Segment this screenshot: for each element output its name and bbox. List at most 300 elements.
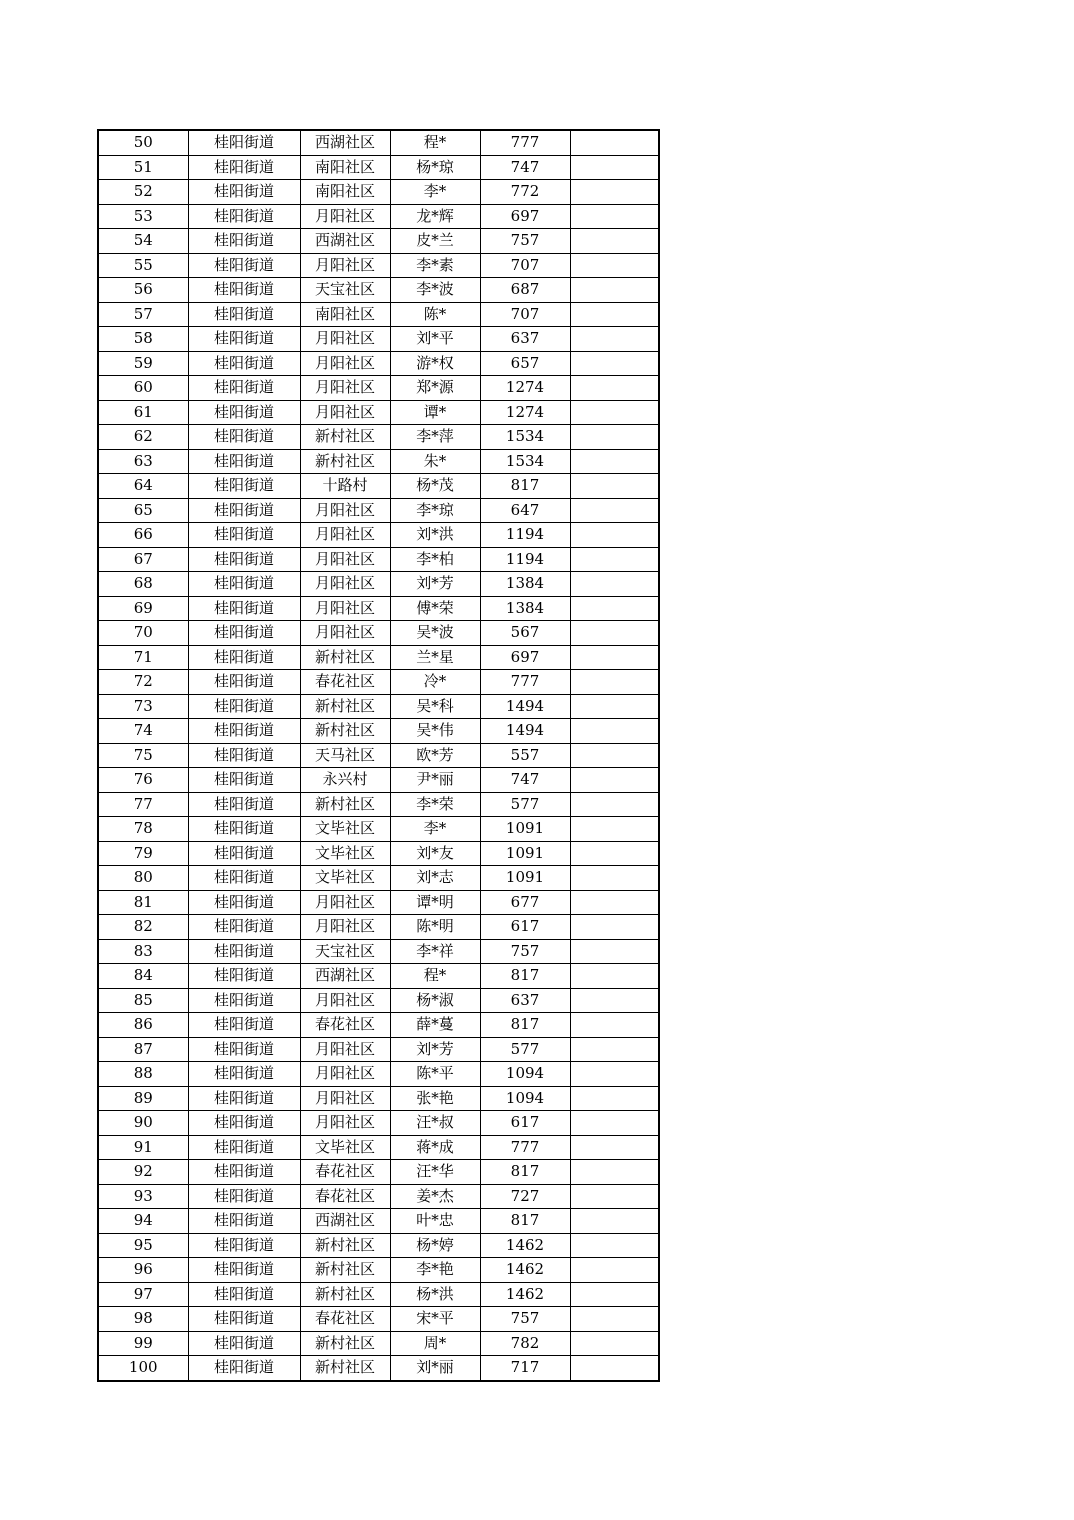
cell-remark <box>570 866 659 891</box>
cell-no: 85 <box>98 988 188 1013</box>
cell-no: 82 <box>98 915 188 940</box>
cell-name: 龙*辉 <box>390 204 480 229</box>
cell-name: 杨*琼 <box>390 155 480 180</box>
cell-street: 桂阳街道 <box>188 1282 300 1307</box>
cell-name: 叶*忠 <box>390 1209 480 1234</box>
cell-remark <box>570 523 659 548</box>
table-row <box>98 155 659 180</box>
cell-amount: 747 <box>480 768 570 793</box>
cell-no: 74 <box>98 719 188 744</box>
cell-no: 76 <box>98 768 188 793</box>
cell-no: 56 <box>98 278 188 303</box>
cell-remark <box>570 572 659 597</box>
cell-no: 87 <box>98 1037 188 1062</box>
cell-community: 春花社区 <box>300 670 390 695</box>
cell-remark <box>570 915 659 940</box>
cell-name: 姜*杰 <box>390 1184 480 1209</box>
cell-street: 桂阳街道 <box>188 180 300 205</box>
cell-name: 李* <box>390 817 480 842</box>
cell-name: 吴*伟 <box>390 719 480 744</box>
cell-street: 桂阳街道 <box>188 866 300 891</box>
cell-no: 100 <box>98 1356 188 1381</box>
cell-remark <box>570 253 659 278</box>
cell-name: 李*琼 <box>390 498 480 523</box>
cell-amount: 1091 <box>480 866 570 891</box>
cell-name: 蒋*成 <box>390 1135 480 1160</box>
cell-no: 73 <box>98 694 188 719</box>
cell-name: 欧*芳 <box>390 743 480 768</box>
table-body <box>98 130 659 1381</box>
cell-remark <box>570 278 659 303</box>
table-row <box>98 1258 659 1283</box>
cell-remark <box>570 302 659 327</box>
cell-street: 桂阳街道 <box>188 376 300 401</box>
cell-name: 冷* <box>390 670 480 695</box>
cell-name: 杨*洪 <box>390 1282 480 1307</box>
cell-street: 桂阳街道 <box>188 743 300 768</box>
cell-name: 杨*淑 <box>390 988 480 1013</box>
cell-community: 月阳社区 <box>300 621 390 646</box>
cell-remark <box>570 351 659 376</box>
cell-street: 桂阳街道 <box>188 670 300 695</box>
cell-amount: 757 <box>480 229 570 254</box>
cell-street: 桂阳街道 <box>188 253 300 278</box>
cell-street: 桂阳街道 <box>188 155 300 180</box>
cell-name: 杨*茂 <box>390 474 480 499</box>
cell-street: 桂阳街道 <box>188 1258 300 1283</box>
table-row <box>98 890 659 915</box>
cell-name: 周* <box>390 1331 480 1356</box>
cell-community: 月阳社区 <box>300 1111 390 1136</box>
table-row <box>98 278 659 303</box>
table-row <box>98 474 659 499</box>
cell-street: 桂阳街道 <box>188 327 300 352</box>
table-row <box>98 1135 659 1160</box>
table-row <box>98 841 659 866</box>
table-row <box>98 645 659 670</box>
cell-amount: 782 <box>480 1331 570 1356</box>
cell-no: 70 <box>98 621 188 646</box>
cell-name: 程* <box>390 964 480 989</box>
cell-name: 汪*叔 <box>390 1111 480 1136</box>
table-row <box>98 523 659 548</box>
cell-name: 李*萍 <box>390 425 480 450</box>
cell-street: 桂阳街道 <box>188 498 300 523</box>
cell-name: 朱* <box>390 449 480 474</box>
cell-amount: 817 <box>480 964 570 989</box>
cell-no: 90 <box>98 1111 188 1136</box>
table-row <box>98 768 659 793</box>
cell-community: 月阳社区 <box>300 572 390 597</box>
table-row <box>98 1062 659 1087</box>
cell-amount: 707 <box>480 253 570 278</box>
cell-amount: 1494 <box>480 719 570 744</box>
cell-remark <box>570 988 659 1013</box>
cell-amount: 772 <box>480 180 570 205</box>
cell-amount: 647 <box>480 498 570 523</box>
cell-remark <box>570 1086 659 1111</box>
table-row <box>98 253 659 278</box>
cell-street: 桂阳街道 <box>188 1062 300 1087</box>
cell-street: 桂阳街道 <box>188 1013 300 1038</box>
cell-street: 桂阳街道 <box>188 1209 300 1234</box>
cell-no: 54 <box>98 229 188 254</box>
cell-remark <box>570 596 659 621</box>
cell-amount: 1534 <box>480 449 570 474</box>
cell-street: 桂阳街道 <box>188 817 300 842</box>
cell-name: 吴*科 <box>390 694 480 719</box>
cell-no: 83 <box>98 939 188 964</box>
cell-amount: 817 <box>480 1209 570 1234</box>
cell-remark <box>570 204 659 229</box>
cell-name: 皮*兰 <box>390 229 480 254</box>
cell-community: 西湖社区 <box>300 1209 390 1234</box>
cell-amount: 1274 <box>480 400 570 425</box>
cell-street: 桂阳街道 <box>188 425 300 450</box>
cell-no: 60 <box>98 376 188 401</box>
table-row <box>98 547 659 572</box>
cell-community: 文毕社区 <box>300 1135 390 1160</box>
cell-no: 71 <box>98 645 188 670</box>
cell-no: 64 <box>98 474 188 499</box>
cell-street: 桂阳街道 <box>188 841 300 866</box>
cell-street: 桂阳街道 <box>188 1331 300 1356</box>
cell-name: 汪*华 <box>390 1160 480 1185</box>
cell-no: 79 <box>98 841 188 866</box>
table-row <box>98 743 659 768</box>
cell-street: 桂阳街道 <box>188 204 300 229</box>
cell-community: 新村社区 <box>300 719 390 744</box>
cell-street: 桂阳街道 <box>188 1111 300 1136</box>
cell-street: 桂阳街道 <box>188 1307 300 1332</box>
cell-community: 新村社区 <box>300 1331 390 1356</box>
cell-amount: 757 <box>480 1307 570 1332</box>
cell-community: 春花社区 <box>300 1013 390 1038</box>
table-row <box>98 988 659 1013</box>
cell-amount: 1094 <box>480 1062 570 1087</box>
cell-amount: 1534 <box>480 425 570 450</box>
cell-community: 月阳社区 <box>300 547 390 572</box>
table-row <box>98 1331 659 1356</box>
cell-amount: 1091 <box>480 817 570 842</box>
cell-amount: 1194 <box>480 547 570 572</box>
cell-community: 月阳社区 <box>300 915 390 940</box>
cell-amount: 777 <box>480 130 570 155</box>
cell-street: 桂阳街道 <box>188 1037 300 1062</box>
cell-community: 十路村 <box>300 474 390 499</box>
cell-name: 李*祥 <box>390 939 480 964</box>
cell-no: 75 <box>98 743 188 768</box>
cell-name: 李*波 <box>390 278 480 303</box>
cell-amount: 1384 <box>480 596 570 621</box>
table-row <box>98 400 659 425</box>
table-row <box>98 302 659 327</box>
cell-street: 桂阳街道 <box>188 1233 300 1258</box>
cell-name: 张*艳 <box>390 1086 480 1111</box>
cell-name: 李*荣 <box>390 792 480 817</box>
cell-amount: 1274 <box>480 376 570 401</box>
cell-no: 98 <box>98 1307 188 1332</box>
cell-street: 桂阳街道 <box>188 988 300 1013</box>
table-row <box>98 1282 659 1307</box>
cell-remark <box>570 1135 659 1160</box>
cell-remark <box>570 1233 659 1258</box>
table-row <box>98 1233 659 1258</box>
cell-no: 97 <box>98 1282 188 1307</box>
cell-amount: 637 <box>480 327 570 352</box>
cell-remark <box>570 939 659 964</box>
cell-remark <box>570 376 659 401</box>
table-row <box>98 180 659 205</box>
cell-name: 刘*芳 <box>390 1037 480 1062</box>
cell-community: 春花社区 <box>300 1307 390 1332</box>
cell-remark <box>570 1209 659 1234</box>
table-row <box>98 1160 659 1185</box>
cell-name: 谭* <box>390 400 480 425</box>
cell-no: 80 <box>98 866 188 891</box>
cell-name: 兰*星 <box>390 645 480 670</box>
cell-street: 桂阳街道 <box>188 229 300 254</box>
cell-community: 新村社区 <box>300 449 390 474</box>
cell-no: 67 <box>98 547 188 572</box>
cell-amount: 1494 <box>480 694 570 719</box>
cell-remark <box>570 719 659 744</box>
cell-amount: 617 <box>480 1111 570 1136</box>
cell-amount: 727 <box>480 1184 570 1209</box>
cell-community: 南阳社区 <box>300 155 390 180</box>
cell-street: 桂阳街道 <box>188 964 300 989</box>
cell-community: 月阳社区 <box>300 890 390 915</box>
table-row <box>98 130 659 155</box>
cell-no: 96 <box>98 1258 188 1283</box>
cell-amount: 677 <box>480 890 570 915</box>
cell-community: 月阳社区 <box>300 596 390 621</box>
cell-street: 桂阳街道 <box>188 915 300 940</box>
table-row <box>98 425 659 450</box>
cell-no: 69 <box>98 596 188 621</box>
cell-community: 月阳社区 <box>300 1037 390 1062</box>
cell-remark <box>570 670 659 695</box>
cell-street: 桂阳街道 <box>188 130 300 155</box>
cell-name: 李*艳 <box>390 1258 480 1283</box>
table-row <box>98 596 659 621</box>
cell-amount: 1194 <box>480 523 570 548</box>
cell-community: 天宝社区 <box>300 278 390 303</box>
cell-amount: 697 <box>480 645 570 670</box>
cell-no: 92 <box>98 1160 188 1185</box>
cell-no: 84 <box>98 964 188 989</box>
cell-community: 新村社区 <box>300 425 390 450</box>
cell-no: 95 <box>98 1233 188 1258</box>
cell-community: 月阳社区 <box>300 988 390 1013</box>
cell-community: 月阳社区 <box>300 253 390 278</box>
cell-community: 文毕社区 <box>300 817 390 842</box>
cell-community: 新村社区 <box>300 694 390 719</box>
cell-community: 天宝社区 <box>300 939 390 964</box>
cell-community: 春花社区 <box>300 1184 390 1209</box>
cell-community: 新村社区 <box>300 792 390 817</box>
cell-amount: 687 <box>480 278 570 303</box>
cell-street: 桂阳街道 <box>188 1184 300 1209</box>
cell-community: 文毕社区 <box>300 841 390 866</box>
table-row <box>98 498 659 523</box>
cell-amount: 777 <box>480 670 570 695</box>
cell-remark <box>570 400 659 425</box>
table-row <box>98 1356 659 1381</box>
cell-name: 薛*蔓 <box>390 1013 480 1038</box>
table-row <box>98 229 659 254</box>
cell-amount: 1462 <box>480 1282 570 1307</box>
cell-remark <box>570 1282 659 1307</box>
table-row <box>98 376 659 401</box>
cell-name: 刘*平 <box>390 327 480 352</box>
cell-no: 99 <box>98 1331 188 1356</box>
cell-street: 桂阳街道 <box>188 1160 300 1185</box>
cell-name: 郑*源 <box>390 376 480 401</box>
cell-remark <box>570 621 659 646</box>
cell-street: 桂阳街道 <box>188 939 300 964</box>
table-row <box>98 449 659 474</box>
cell-street: 桂阳街道 <box>188 1356 300 1381</box>
table-row <box>98 1037 659 1062</box>
cell-remark <box>570 890 659 915</box>
cell-remark <box>570 1258 659 1283</box>
cell-amount: 577 <box>480 792 570 817</box>
cell-street: 桂阳街道 <box>188 768 300 793</box>
table-row <box>98 1111 659 1136</box>
cell-remark <box>570 1160 659 1185</box>
cell-remark <box>570 1356 659 1381</box>
cell-amount: 617 <box>480 915 570 940</box>
table-row <box>98 939 659 964</box>
cell-remark <box>570 1307 659 1332</box>
cell-name: 刘*志 <box>390 866 480 891</box>
cell-amount: 1091 <box>480 841 570 866</box>
cell-name: 李*素 <box>390 253 480 278</box>
table-row <box>98 694 659 719</box>
cell-name: 刘*洪 <box>390 523 480 548</box>
table-row <box>98 1086 659 1111</box>
cell-remark <box>570 547 659 572</box>
cell-no: 58 <box>98 327 188 352</box>
cell-no: 57 <box>98 302 188 327</box>
cell-street: 桂阳街道 <box>188 547 300 572</box>
cell-street: 桂阳街道 <box>188 1135 300 1160</box>
cell-name: 谭*明 <box>390 890 480 915</box>
cell-remark <box>570 1184 659 1209</box>
cell-community: 月阳社区 <box>300 1086 390 1111</box>
cell-street: 桂阳街道 <box>188 621 300 646</box>
cell-no: 89 <box>98 1086 188 1111</box>
cell-amount: 817 <box>480 474 570 499</box>
cell-name: 傅*荣 <box>390 596 480 621</box>
cell-no: 62 <box>98 425 188 450</box>
cell-name: 陈* <box>390 302 480 327</box>
cell-community: 新村社区 <box>300 1356 390 1381</box>
cell-amount: 1462 <box>480 1258 570 1283</box>
cell-no: 50 <box>98 130 188 155</box>
cell-amount: 577 <box>480 1037 570 1062</box>
table-row <box>98 866 659 891</box>
cell-no: 52 <box>98 180 188 205</box>
cell-amount: 557 <box>480 743 570 768</box>
cell-remark <box>570 1013 659 1038</box>
cell-name: 李* <box>390 180 480 205</box>
cell-community: 新村社区 <box>300 1233 390 1258</box>
table-row <box>98 1307 659 1332</box>
cell-remark <box>570 645 659 670</box>
cell-street: 桂阳街道 <box>188 351 300 376</box>
cell-community: 天马社区 <box>300 743 390 768</box>
cell-remark <box>570 817 659 842</box>
cell-remark <box>570 474 659 499</box>
cell-community: 西湖社区 <box>300 229 390 254</box>
cell-street: 桂阳街道 <box>188 572 300 597</box>
table-row <box>98 1209 659 1234</box>
cell-remark <box>570 1111 659 1136</box>
cell-amount: 747 <box>480 155 570 180</box>
table-row <box>98 1013 659 1038</box>
cell-community: 永兴村 <box>300 768 390 793</box>
cell-remark <box>570 964 659 989</box>
cell-amount: 697 <box>480 204 570 229</box>
cell-no: 91 <box>98 1135 188 1160</box>
cell-no: 63 <box>98 449 188 474</box>
cell-no: 51 <box>98 155 188 180</box>
cell-community: 月阳社区 <box>300 498 390 523</box>
cell-no: 86 <box>98 1013 188 1038</box>
cell-street: 桂阳街道 <box>188 302 300 327</box>
cell-remark <box>570 1062 659 1087</box>
cell-community: 新村社区 <box>300 1258 390 1283</box>
cell-no: 65 <box>98 498 188 523</box>
cell-amount: 817 <box>480 1013 570 1038</box>
cell-no: 78 <box>98 817 188 842</box>
table-row <box>98 1184 659 1209</box>
cell-community: 月阳社区 <box>300 351 390 376</box>
table-row <box>98 351 659 376</box>
cell-remark <box>570 743 659 768</box>
cell-no: 94 <box>98 1209 188 1234</box>
cell-no: 59 <box>98 351 188 376</box>
cell-name: 陈*明 <box>390 915 480 940</box>
table-row <box>98 670 659 695</box>
cell-no: 77 <box>98 792 188 817</box>
cell-remark <box>570 768 659 793</box>
cell-no: 81 <box>98 890 188 915</box>
cell-community: 新村社区 <box>300 1282 390 1307</box>
cell-name: 杨*婷 <box>390 1233 480 1258</box>
table-row <box>98 719 659 744</box>
cell-remark <box>570 841 659 866</box>
cell-street: 桂阳街道 <box>188 719 300 744</box>
cell-community: 新村社区 <box>300 645 390 670</box>
table-row <box>98 621 659 646</box>
cell-community: 文毕社区 <box>300 866 390 891</box>
cell-street: 桂阳街道 <box>188 449 300 474</box>
cell-street: 桂阳街道 <box>188 400 300 425</box>
cell-remark <box>570 327 659 352</box>
cell-amount: 657 <box>480 351 570 376</box>
cell-street: 桂阳街道 <box>188 890 300 915</box>
cell-remark <box>570 1331 659 1356</box>
cell-amount: 717 <box>480 1356 570 1381</box>
cell-name: 刘*友 <box>390 841 480 866</box>
cell-street: 桂阳街道 <box>188 694 300 719</box>
cell-no: 93 <box>98 1184 188 1209</box>
cell-amount: 817 <box>480 1160 570 1185</box>
cell-community: 月阳社区 <box>300 400 390 425</box>
